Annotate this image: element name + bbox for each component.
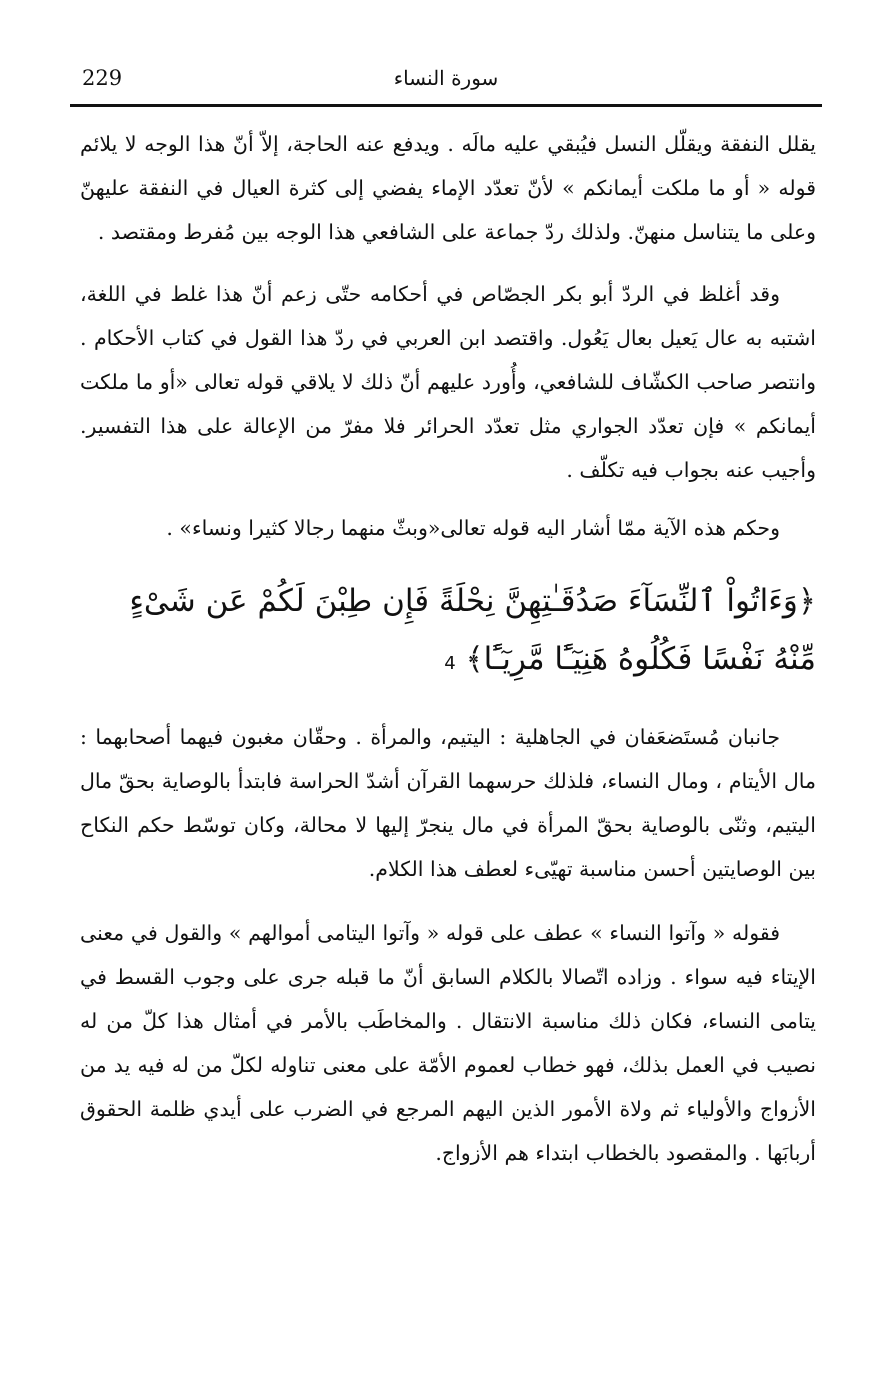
paragraph-two-weak-parties: جانبان مُستَضعَفان في الجاهلية : اليتيم، والمرأة . وحقّان مغبون فيهما أصحابهما : مال الأيتام ، ومال النساء، فلذلك حرسهما القرآن أشدّ الحراسة فابتدأ بالوصاية بحقّ مال اليتيم، وثنّى بالوصاية بحقّ المرأة في مال ينجرّ إليها لا محالة، وكان توسّط حكم النكاح بين الوصايتين أحسن مناسبة تهيّىء لعطف هذا الكلام.	[80, 725, 816, 881]
page-number: 229	[82, 66, 123, 90]
paragraph-ruling: وحكم هذه الآية ممّا أشار اليه قوله تعالى«وبثّ منهما رجالا كثيرا ونساء» .	[166, 516, 780, 540]
quran-verse	[80, 572, 816, 693]
header-divider	[70, 104, 822, 107]
paragraph-jassas: وقد أغلظ في الردّ أبو بكر الجصّاص في أحكامه حتّى زعم أنّ هذا غلط في اللغة، اشتبه به عال يَعيل بعال يَعُول. واقتصد ابن العربي في ردّ هذا القول في كتاب الأحكام . وانتصر صاحب الكشّاف للشافعي، وأُورد عليهم أنّ ذلك لا يلاقي قوله تعالى «أو ما ملكت أيمانكم » فإن تعدّد الجواري مثل تعدّد الحرائر فلا مفرّ من الإعالة على هذا التفسير. وأجيب عنه بجواب فيه تكلّف .	[80, 282, 816, 482]
verse-text: ﴿وَءَاتُواْ ٱلنِّسَآءَ صَدُقَـٰتِهِنَّ نِحْلَةً فَإِن طِبْنَ لَكُمْ عَن شَىْءٍ مِّنْهُ نَفْسًا فَكُلُوهُ هَنِيٓـًٔا مَّرِيٓـًٔا﴾	[129, 583, 816, 677]
page-body	[80, 122, 816, 1175]
verse-number: 4	[444, 653, 456, 674]
page-title: سورة النساء	[393, 66, 499, 90]
paragraph-continuation: يقلل النفقة ويقلّل النسل فيُبقي عليه مالَه . ويدفع عنه الحاجة، إلاّ أنّ هذا الوجه لا يلائم قوله « أو ما ملكت أيمانكم » لأنّ تعدّد الإماء يفضي إلى كثرة العيال في النفقة عليهنّ وعلى ما يتناسل منهنّ. ولذلك ردّ جماعة على الشافعي هذا الوجه بين مُفرط ومقتصد .	[80, 132, 816, 244]
paragraph-commentary: فقوله « وآتوا النساء » عطف على قوله « وآتوا اليتامى أموالهم » والقول في معنى الإيتاء فيه سواء . وزاده اتّصالا بالكلام السابق أنّ ما قبله جرى على وجوب القسط في يتامى النساء، فكان ذلك مناسبة الانتقال . والمخاطَب بالأمر في أمثال هذا كلّ من له نصيب في العمل بذلك، فهو خطاب لعموم الأمّة على معنى تناوله لكلّ من له فيه يد من الأزواج والأولياء ثم ولاة الأمور الذين اليهم المرجع في الضرب على أيدي ظلمة الحقوق أربابَها . والمقصود بالخطاب ابتداء هم الأزواج.	[80, 921, 816, 1165]
page-header	[70, 62, 822, 102]
